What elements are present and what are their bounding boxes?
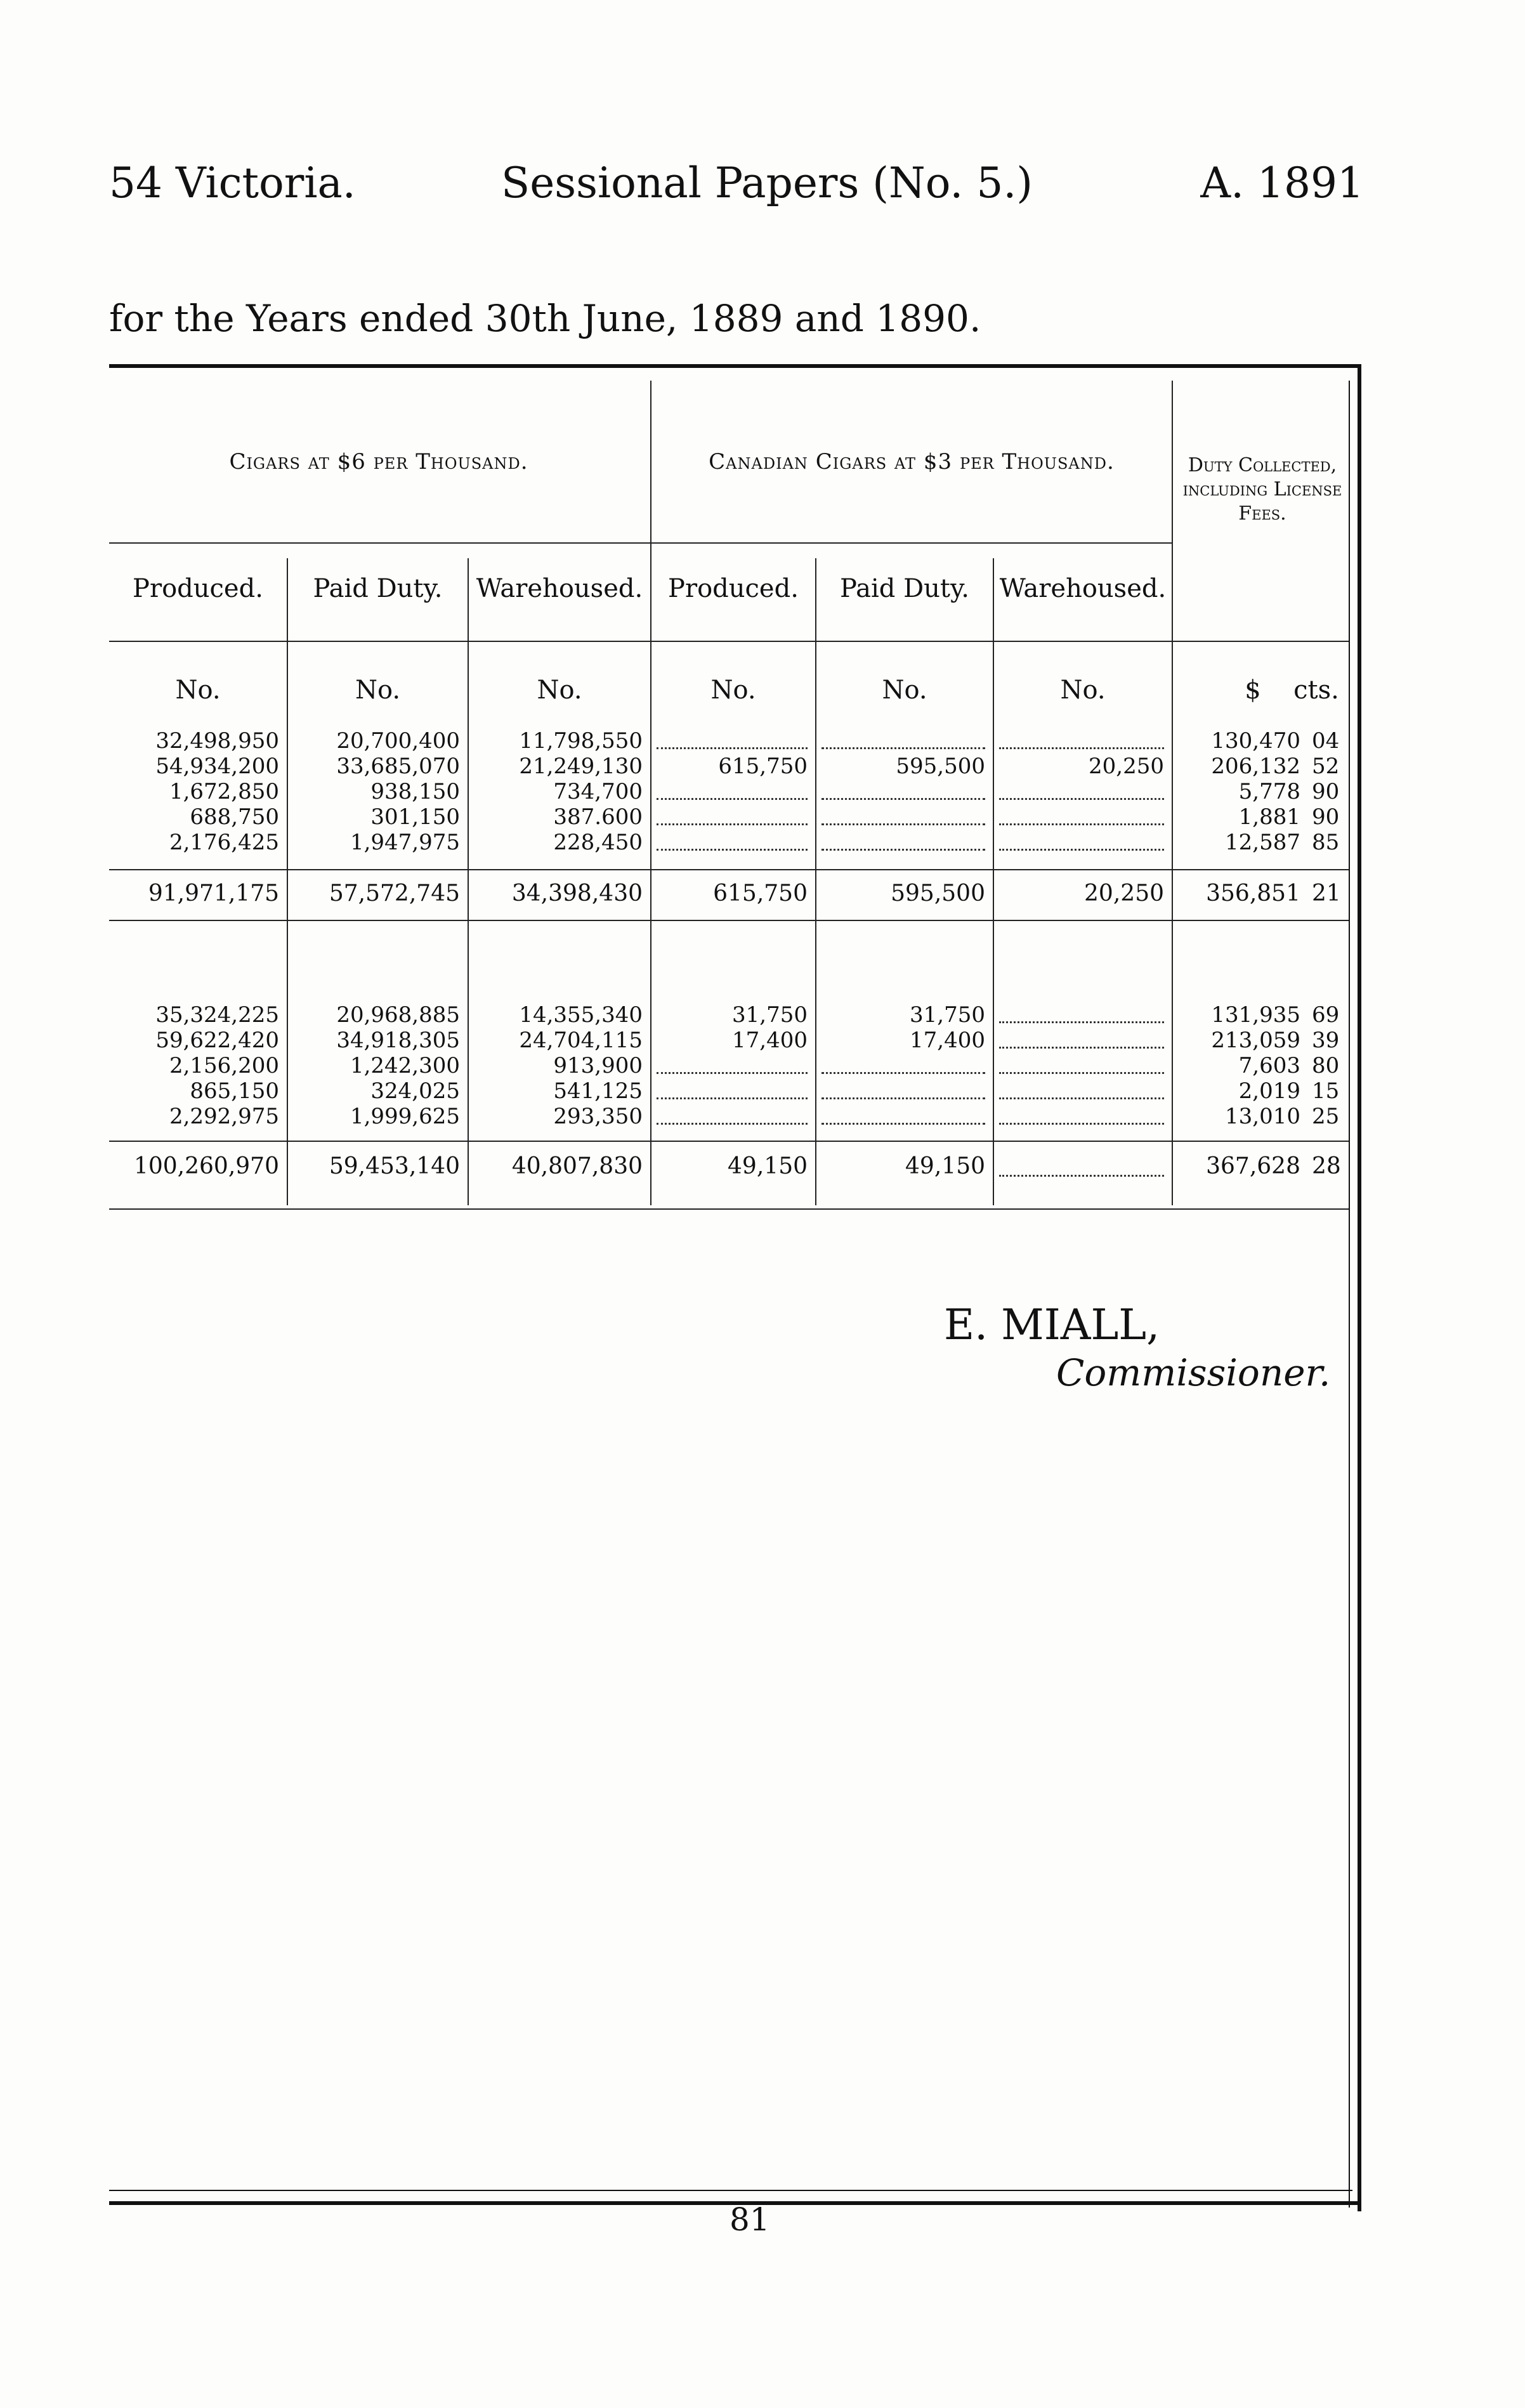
leader-dots	[821, 1072, 985, 1099]
total-cell: 100,260,970	[133, 1153, 279, 1179]
table-cell: 20,968,885	[336, 1002, 460, 1028]
duty-dollars-cell: 2,019	[1238, 1078, 1300, 1104]
column-header: Warehoused.	[999, 574, 1167, 603]
duty-cents-cell: 25	[1312, 1104, 1340, 1129]
unit-label-dollars: $	[1245, 676, 1261, 705]
duty-cents-cell: 52	[1312, 754, 1340, 779]
running-header-center: Sessional Papers (No. 5.)	[501, 159, 1033, 207]
unit-label: No.	[882, 676, 927, 705]
table-right-rule-inner	[1349, 381, 1350, 2208]
column-header: Paid Duty.	[840, 574, 969, 603]
table-cell: 2,176,425	[169, 830, 279, 855]
leader-dots	[657, 773, 808, 800]
duty-dollars-cell: 213,059	[1211, 1028, 1300, 1053]
duty-dollars-cell: 5,778	[1238, 779, 1300, 804]
total-cell: 91,971,175	[148, 880, 279, 906]
subtotal-rule	[109, 869, 1349, 870]
duty-cents-cell: 15	[1312, 1078, 1340, 1104]
table-cell: 541,125	[553, 1078, 643, 1104]
unit-label: No.	[710, 676, 756, 705]
total-duty-dollars: 367,628	[1206, 1153, 1300, 1179]
group-header-three-dollar: Canadian Cigars at $3 per Thousand.	[709, 449, 1115, 474]
table-cell: 24,704,115	[519, 1028, 643, 1053]
table-cell: 293,350	[553, 1104, 643, 1129]
table-bottom-rule-thin	[109, 2190, 1352, 2191]
column-header: Paid Duty.	[313, 574, 443, 603]
col-divider	[1172, 381, 1173, 1205]
total-cell: 20,250	[1084, 880, 1164, 906]
table-cell: 20,250	[1089, 754, 1164, 779]
subtotal-rule-bottom	[109, 1208, 1349, 1210]
leader-dots	[657, 823, 808, 851]
subtotal-rule-bottom	[109, 920, 1349, 921]
duty-cents-cell: 90	[1312, 804, 1340, 830]
table-cell: 33,685,070	[336, 754, 460, 779]
table-cell: 301,150	[370, 804, 460, 830]
table-cell: 11,798,550	[519, 728, 643, 754]
table-cell: 688,750	[190, 804, 279, 830]
table-cell: 1,672,850	[169, 779, 279, 804]
duty-dollars-cell: 131,935	[1211, 1002, 1300, 1028]
leader-dots	[821, 823, 985, 851]
unit-label: No.	[175, 676, 221, 705]
duty-dollars-cell: 13,010	[1225, 1104, 1300, 1129]
table-cell: 31,750	[732, 1002, 808, 1028]
unit-label: No.	[1060, 676, 1106, 705]
page-number: 81	[730, 2201, 770, 2238]
group-header-duty: Duty Collected, including License Fees.	[1182, 454, 1342, 525]
leader-dots	[657, 798, 808, 825]
table-cell: 1,242,300	[350, 1053, 460, 1078]
col-divider	[650, 381, 651, 1205]
leader-dots	[999, 823, 1164, 851]
duty-cents-cell: 85	[1312, 830, 1340, 855]
duty-dollars-cell: 130,470	[1211, 728, 1300, 754]
table-cell: 32,498,950	[155, 728, 279, 754]
leader-dots	[821, 1097, 985, 1125]
duty-cents-cell: 39	[1312, 1028, 1340, 1053]
table-cell: 228,450	[553, 830, 643, 855]
leader-dots	[821, 1047, 985, 1074]
table-right-rule	[1358, 364, 1361, 2211]
leader-dots	[657, 1072, 808, 1099]
total-cell: 40,807,830	[511, 1153, 643, 1179]
signature-name: E. MIALL,	[944, 1300, 1160, 1349]
column-header-divider	[109, 641, 1349, 642]
total-cell: 49,150	[905, 1153, 985, 1179]
total-duty-dollars: 356,851	[1206, 880, 1300, 906]
duty-dollars-cell: 12,587	[1225, 830, 1300, 855]
duty-cents-cell: 80	[1312, 1053, 1340, 1078]
total-cell: 595,500	[891, 880, 985, 906]
leader-dots	[999, 1021, 1164, 1049]
table-cell: 324,025	[370, 1078, 460, 1104]
table-cell: 913,900	[553, 1053, 643, 1078]
leader-dots	[821, 773, 985, 800]
leader-dots	[657, 1047, 808, 1074]
table-cell: 595,500	[896, 754, 985, 779]
leader-dots	[657, 722, 808, 749]
table-subtitle: for the Years ended 30th June, 1889 and 1890.	[109, 297, 981, 340]
table-cell: 734,700	[553, 779, 643, 804]
leader-dots	[999, 722, 1164, 749]
table-cell: 938,150	[370, 779, 460, 804]
duty-dollars-cell: 206,132	[1211, 754, 1300, 779]
total-duty-cents: 28	[1312, 1153, 1341, 1179]
table-cell: 2,292,975	[169, 1104, 279, 1129]
table-cell: 865,150	[190, 1078, 279, 1104]
table-cell: 34,918,305	[336, 1028, 460, 1053]
table-cell: 35,324,225	[155, 1002, 279, 1028]
duty-cents-cell: 04	[1312, 728, 1340, 754]
duty-dollars-cell: 1,881	[1238, 804, 1300, 830]
total-cell: 615,750	[713, 880, 808, 906]
total-cell: 57,572,745	[329, 880, 460, 906]
leader-dots	[999, 1097, 1164, 1125]
leader-dots	[999, 1149, 1164, 1177]
duty-cents-cell: 90	[1312, 779, 1340, 804]
leader-dots	[999, 1072, 1164, 1099]
column-header: Warehoused.	[476, 574, 643, 603]
unit-label: No.	[355, 676, 401, 705]
table-cell: 17,400	[732, 1028, 808, 1053]
leader-dots	[999, 996, 1164, 1023]
duty-cents-cell: 69	[1312, 1002, 1340, 1028]
group-header-divider	[109, 542, 1172, 544]
column-header: Produced.	[133, 574, 263, 603]
total-cell: 49,150	[728, 1153, 808, 1179]
subtotal-rule	[109, 1141, 1349, 1142]
duty-dollars-cell: 7,603	[1238, 1053, 1300, 1078]
leader-dots	[999, 773, 1164, 800]
running-header-right: A. 1891	[1200, 159, 1364, 207]
signature-title: Commissioner.	[1056, 1351, 1331, 1394]
group-header-six-dollar: Cigars at $6 per Thousand.	[229, 449, 528, 474]
leader-dots	[999, 798, 1164, 825]
unit-label-cents: cts.	[1293, 676, 1339, 705]
column-header: Produced.	[668, 574, 799, 603]
table-cell: 54,934,200	[155, 754, 279, 779]
table-cell: 59,622,420	[155, 1028, 279, 1053]
leader-dots	[999, 1047, 1164, 1074]
table-cell: 17,400	[910, 1028, 985, 1053]
unit-label: No.	[537, 676, 582, 705]
table-cell: 1,999,625	[350, 1104, 460, 1129]
table-cell: 387.600	[553, 804, 643, 830]
table-cell: 615,750	[718, 754, 808, 779]
total-duty-cents: 21	[1312, 880, 1341, 906]
total-cell: 59,453,140	[329, 1153, 460, 1179]
table-cell: 2,156,200	[169, 1053, 279, 1078]
leader-dots	[821, 798, 985, 825]
table-cell: 1,947,975	[350, 830, 460, 855]
table-cell: 14,355,340	[519, 1002, 643, 1028]
table-cell: 31,750	[910, 1002, 985, 1028]
table-top-rule	[109, 364, 1361, 368]
total-cell: 34,398,430	[511, 880, 643, 906]
table-cell: 20,700,400	[336, 728, 460, 754]
leader-dots	[657, 1097, 808, 1125]
running-header-left: 54 Victoria.	[109, 159, 356, 207]
table-cell: 21,249,130	[519, 754, 643, 779]
leader-dots	[821, 722, 985, 749]
